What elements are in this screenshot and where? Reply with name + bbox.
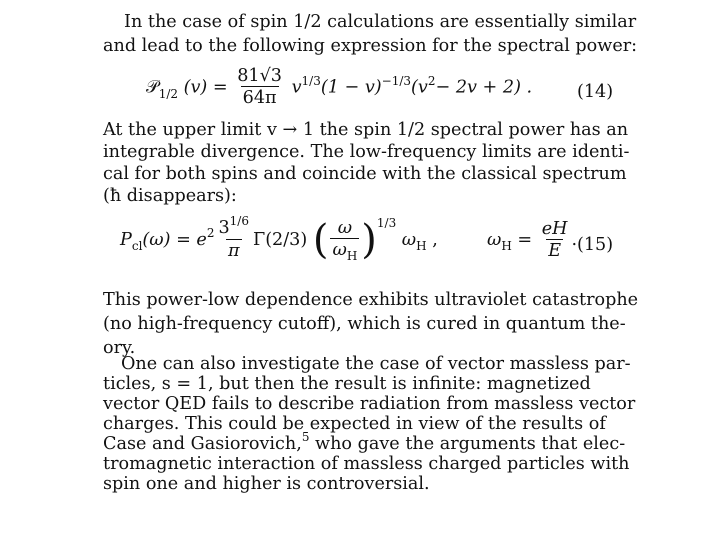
equation-subscript: 1/2 — [158, 86, 178, 101]
equation-text: − 2v + 2) . — [435, 77, 533, 98]
footnote-marker: 5 — [301, 430, 310, 444]
text-line: and lead to the following expression for the spectral power: — [103, 36, 638, 56]
equation-text: v — [291, 77, 302, 98]
equation-text: (ω) = e — [142, 230, 207, 250]
equation-subscript: H — [501, 239, 512, 253]
equation-fraction — [330, 218, 359, 262]
equation-exponent: 1/3 — [301, 73, 321, 88]
equation-number: (14) — [577, 82, 614, 102]
fraction-denominator: E — [548, 240, 562, 261]
equation-exponent: 1/3 — [376, 216, 397, 230]
fraction-base: 3 — [218, 218, 230, 238]
equation-15 — [120, 214, 578, 263]
text-line: ory. — [103, 338, 136, 358]
fraction-denominator: π — [227, 241, 240, 261]
text-line: At the upper limit v → 1 the spin 1/2 spectral power has an — [103, 120, 629, 140]
equation-text: . — [571, 230, 578, 250]
equation-number: (15) — [577, 235, 614, 255]
fraction-base: ω — [332, 240, 347, 260]
left-paren: ( — [312, 217, 329, 263]
fraction-numerator — [216, 214, 251, 239]
text-segment: Case and Gasiorovich, — [103, 434, 302, 454]
text-line: (no high-frequency cutoff), which is cured in quantum the- — [103, 314, 626, 334]
equation-14 — [146, 66, 532, 109]
text-line: One can also investigate the case of vector massless par- — [121, 354, 631, 374]
text-line: ticles, s = 1, but then the result is infinite: magnetized — [103, 374, 591, 394]
text-line — [103, 430, 626, 455]
fraction-numerator: eH — [541, 218, 568, 239]
equation-subscript: cl — [131, 239, 143, 253]
text-line: This power-low dependence exhibits ultraviolet catastrophe — [103, 290, 639, 310]
equation-text: , — [432, 230, 438, 250]
equation-subscript: H — [416, 239, 427, 253]
equation-text: = — [517, 230, 533, 250]
text-line: In the case of spin 1/2 calculations are essentially similar — [124, 12, 637, 32]
text-line: cal for both spins and coincide with the classical spectrum — [103, 164, 627, 184]
text-segment: who gave the arguments that elec- — [309, 434, 626, 454]
equation-lhs: P — [120, 230, 132, 250]
equation-text: ω — [487, 230, 502, 250]
equation-exponent: 2 — [427, 73, 436, 88]
equation-fraction — [216, 214, 251, 262]
equation-fraction — [540, 219, 570, 262]
equation-text: (v) = — [183, 77, 228, 98]
equation-text: (v — [411, 77, 428, 98]
equation-exponent: 2 — [206, 226, 215, 240]
text-line: spin one and higher is controversial. — [103, 474, 430, 494]
gamma-function: Γ(2/3) — [252, 230, 308, 250]
right-paren: ) — [361, 217, 377, 263]
equation-exponent: −1/3 — [381, 73, 412, 88]
text-line: (ħ disappears): — [103, 186, 237, 206]
equation-text: ω — [401, 230, 417, 250]
equation-lhs: 𝒫 — [146, 77, 159, 98]
text-line: integrable divergence. The low-frequency limits are identi- — [103, 142, 630, 162]
fraction-denominator — [330, 238, 359, 262]
fraction-denominator: 64π — [242, 88, 277, 108]
equation-exponent: 1/6 — [229, 214, 249, 228]
equation-fraction — [235, 66, 284, 109]
text-line: tromagnetic interaction of massless charged particles with — [103, 454, 630, 474]
fraction-numerator: 81√3 — [237, 66, 282, 86]
fraction-numerator: ω — [337, 218, 353, 238]
text-line: charges. This could be expected in view of the results of — [103, 414, 606, 434]
equation-subscript: H — [346, 249, 358, 263]
equation-text: (1 − v) — [320, 77, 382, 98]
text-line: vector QED fails to describe radiation from massless vector — [103, 394, 636, 414]
